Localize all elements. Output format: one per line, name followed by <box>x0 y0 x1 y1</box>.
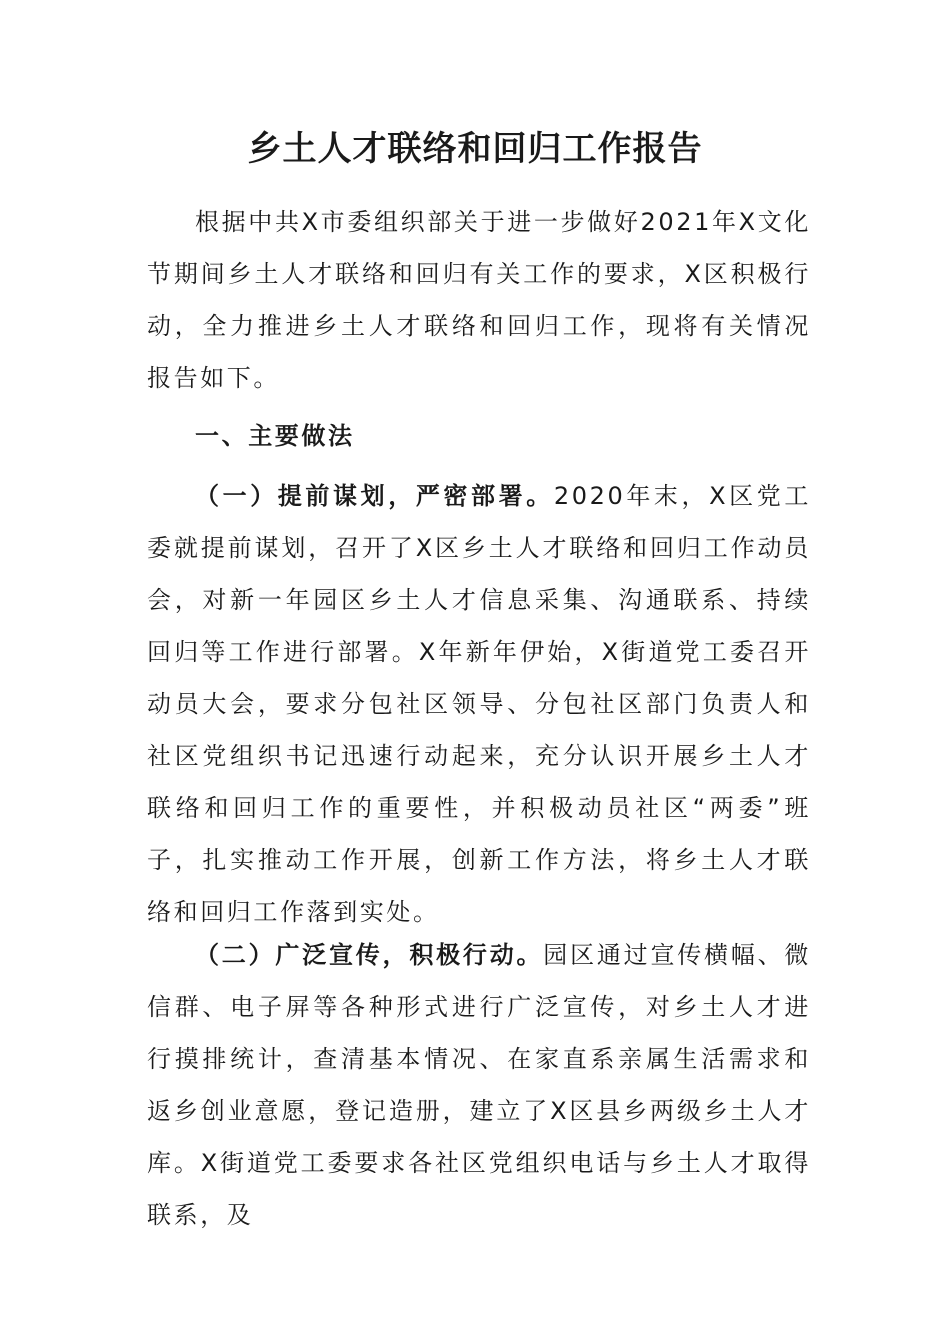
item-2-text: 园区通过宣传横幅、微信群、电子屏等各种形式进行广泛宣传，对乡土人才进行摸排统计，查清基本情况、在家直系亲属生活需求和返乡创业意愿，登记造册，建立了X区县乡两级乡土人才库。X街道党工委要求各社区党组织电话与乡土人才取得联系，及 <box>147 941 811 1229</box>
item-1-lead: （一）提前谋划，严密部署。 <box>195 482 554 510</box>
item-2-paragraph <box>147 929 811 1241</box>
item-1-text: 2020年末，X区党工委就提前谋划，召开了X区乡土人才联络和回归工作动员会，对新一年园区乡土人才信息采集、沟通联系、持续回归等工作进行部署。X年新年伊始，X街道党工委召开动员大会，要求分包社区领导、分包社区部门负责人和社区党组织书记迅速行动起来，充分认识开展乡土人才联络和回归工作的重要性，并积极动员社区“两委”班子，扎实推动工作开展，创新工作方法，将乡土人才联络和回归工作落到实处。 <box>147 482 811 926</box>
section-heading: 一、主要做法 <box>195 422 355 450</box>
document-title: 乡土人才联络和回归工作报告 <box>247 129 703 169</box>
item-1-paragraph <box>147 470 811 938</box>
item-2-lead: （二）广泛宣传，积极行动。 <box>195 941 544 969</box>
intro-paragraph: 根据中共X市委组织部关于进一步做好2021年X文化节期间乡土人才联络和回归有关工作的要求，X区积极行动，全力推进乡土人才联络和回归工作，现将有关情况报告如下。 <box>147 208 811 392</box>
